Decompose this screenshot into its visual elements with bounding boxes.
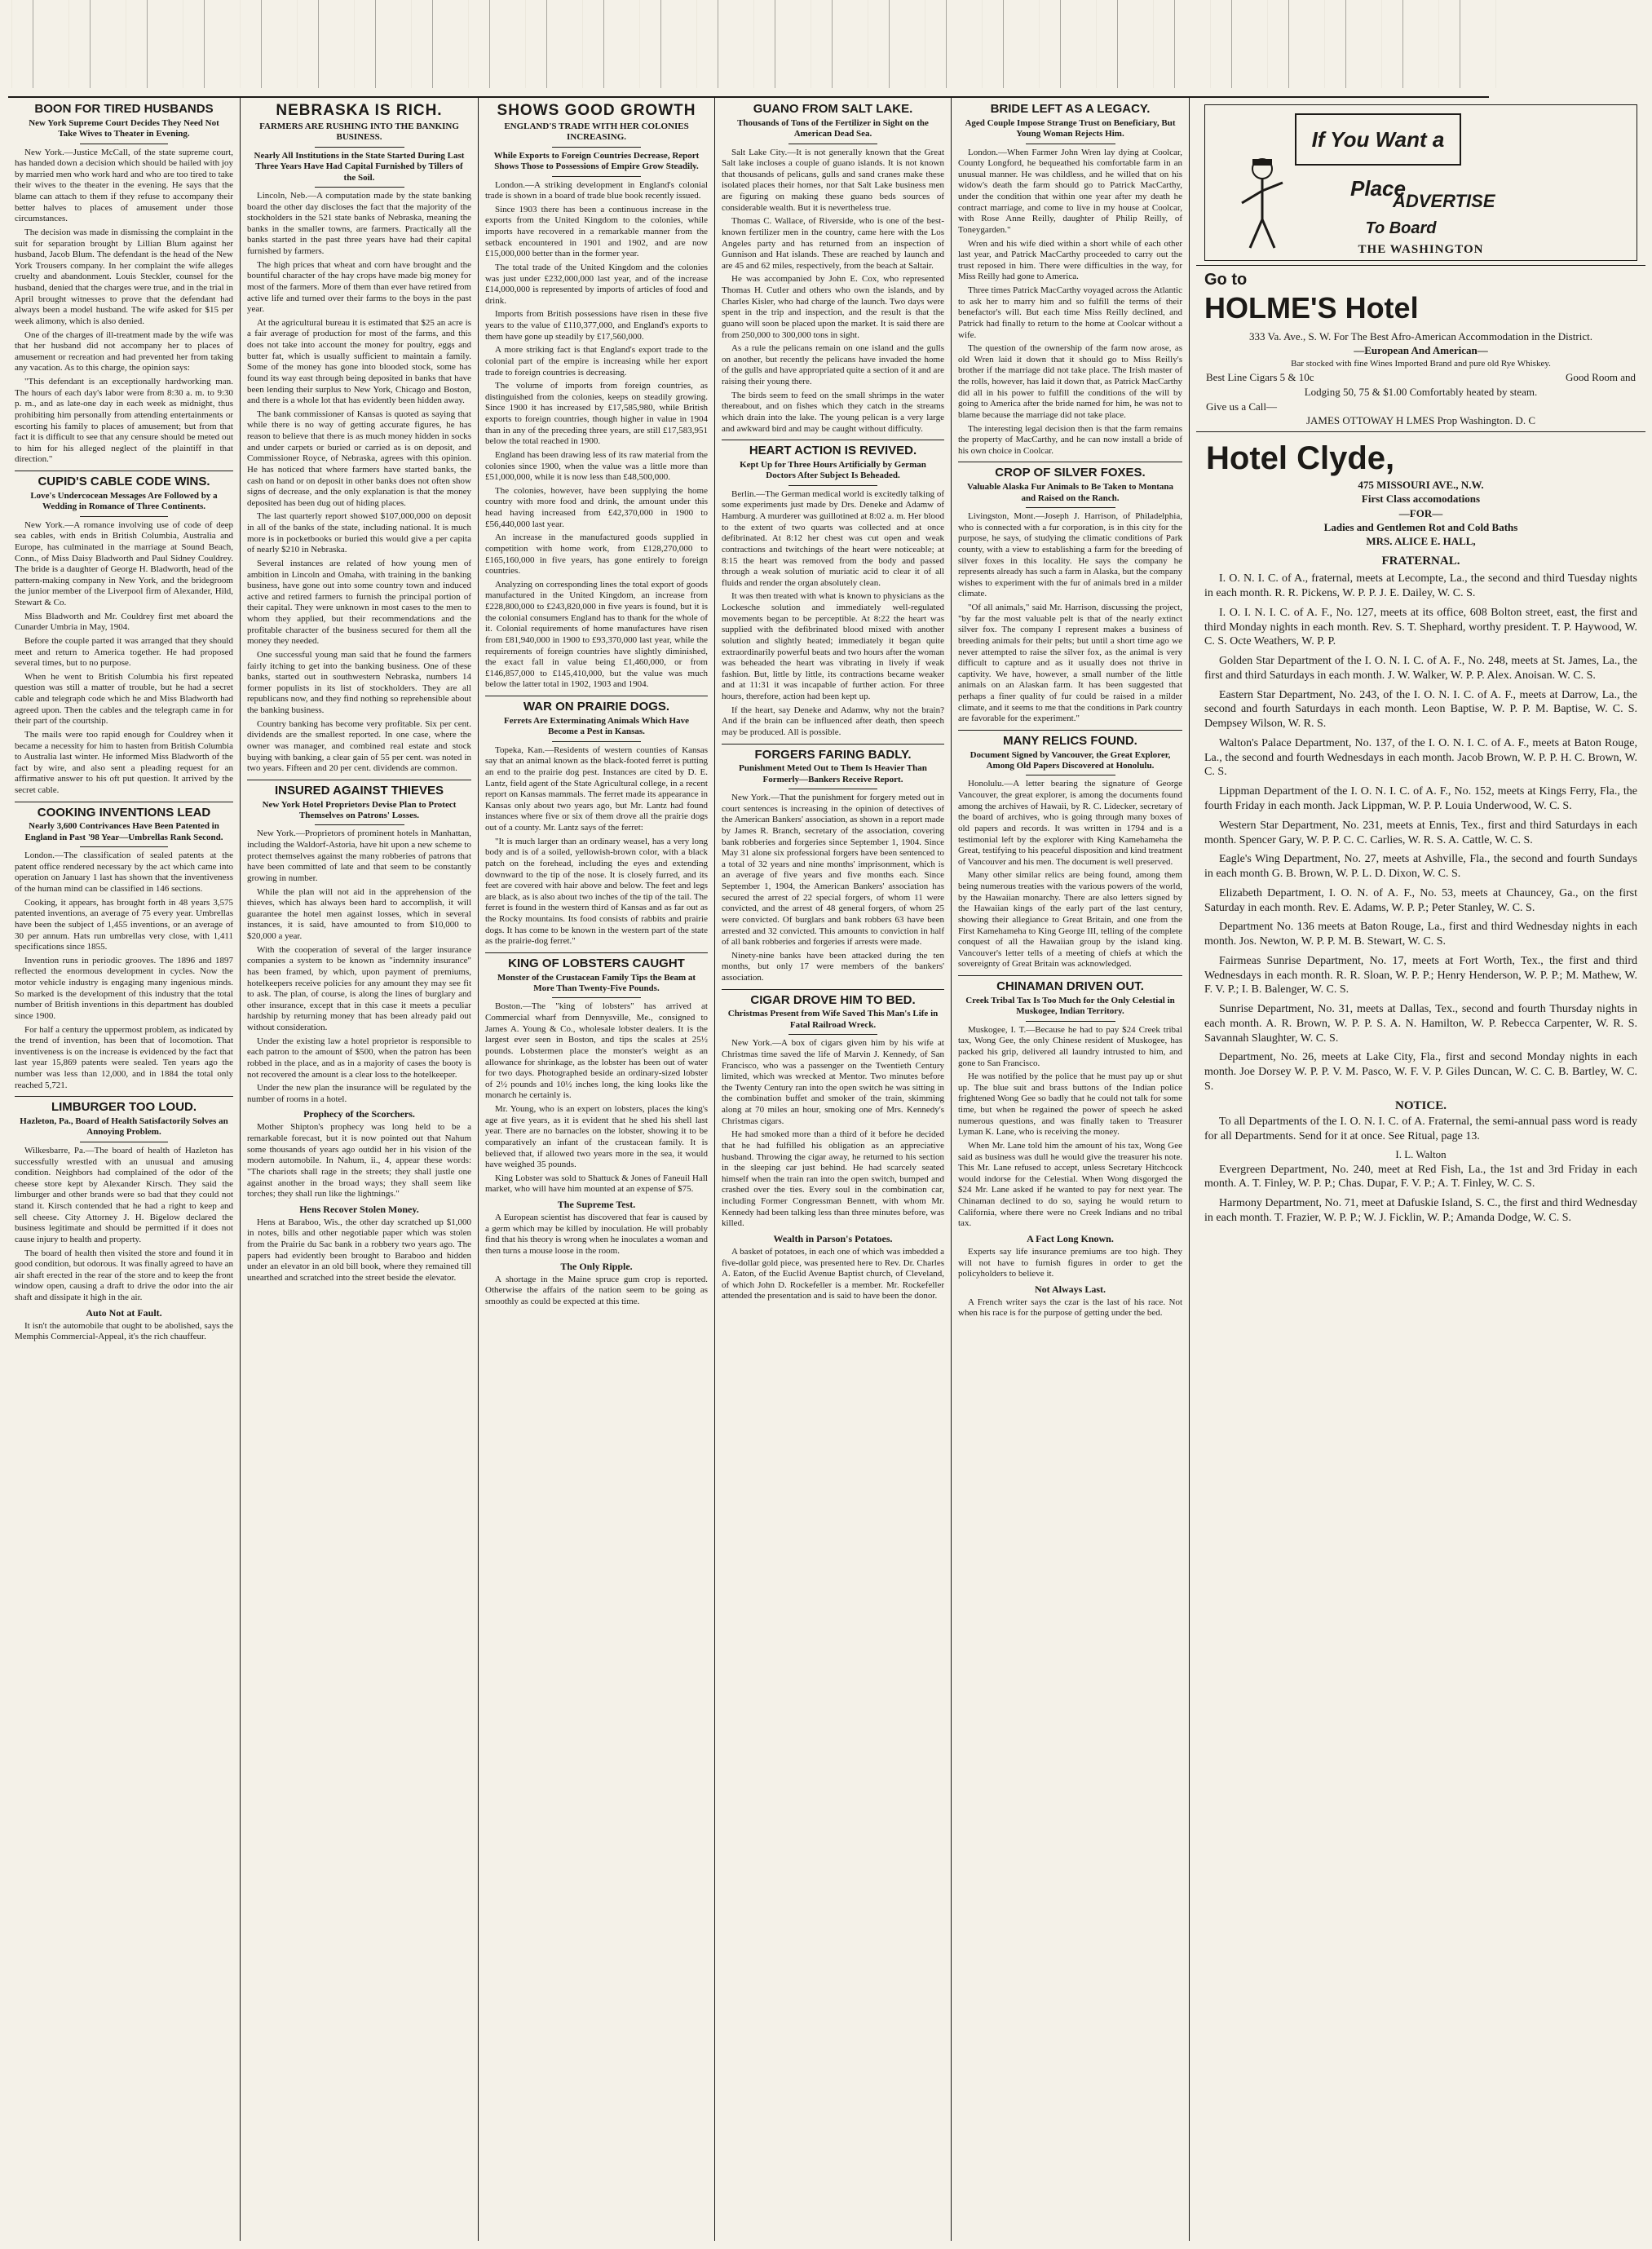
headline: FORGERS FARING BADLY.	[754, 747, 912, 762]
deck: New York Hotel Proprietors Devise Plan to Protect Themselves on Patrons' Losses.	[262, 799, 457, 820]
deck: FARMERS ARE RUSHING INTO THE BANKING BUSINESS.	[259, 121, 459, 143]
ad-paper-name: THE WASHINGTON	[1358, 243, 1484, 256]
go-to-label: Go to	[1204, 271, 1248, 289]
paragraph: The board of health then visited the store and found it in good condition, but odorous. It was finally agreed to have an air shaft erected in the rear of the store and to keep the front window open, causing a draft to drive the odor into the air shaft and dissipate it high in the air.	[15, 1248, 233, 1302]
ad-sign: If You Want a Place	[1295, 113, 1461, 166]
deck: Ferrets Are Exterminating Animals Which Have Become a Pest in Kansas.	[503, 715, 689, 737]
headline: CHINAMAN DRIVEN OUT.	[996, 979, 1144, 994]
paragraph: Analyzing on corresponding lines the total export of goods manufactured in the United Kingdom, an increase from £228,800,000 to £243,820,000 in five years is found, but it is the colonial consumers England has to thank for the whole of it. Colonial requirements of home manufactures have risen from £81,940,000 in 1900 to £93,370,000 last year, while the requirements of foreign countries have slightly diminished, the exact fall in value being £1,460,000, or from £146,857,000 to £145,410,000, but the value was much below the latter total in 1902, 1903 and 1904.	[485, 579, 708, 690]
paragraph: When he went to British Columbia his first repeated question was still a matter of trouble, but he had a secret cable and telegraph code which he and Miss Bladworth had agreed upon. Then the cables and the telegraph came in for their part of the courtship.	[15, 671, 233, 727]
paragraph: Ninety-nine banks have been attacked during the ten months, but only 17 were members of the bankers' association.	[722, 950, 944, 983]
paragraph: Since 1903 there has been a continuous increase in the exports from the United Kingdom to the colonies, while imports have recovered in a remarkable manner from the setback encountered in 1901 and 1902, and are now £15,000,000 better than in the former year.	[485, 204, 708, 259]
paragraph: Livingston, Mont.—Joseph J. Harrison, of Philadelphia, who is connected with a fur corporation, is in this city for the purpose, he says, of studying the climatic conditions of Park county, with a view to establishing a farm for the breeding of silver foxes in this locality. He says the company he represents already has such a farm in Alaska, but the company wishes to experiment with the fur of animals bred in a milder climate.	[958, 511, 1182, 599]
paragraph: New York.—Proprietors of prominent hotels in Manhattan, including the Waldorf-Astoria, have hit upon a new scheme to protect themselves against the many robberies of patrons that have been committed of late and that seem to be constantly growing in number.	[247, 828, 471, 883]
deck: Valuable Alaska Fur Animals to Be Taken to Montana and Raised on the Ranch.	[966, 482, 1174, 503]
deck: Punishment Meted Out to Them Is Heavier Than Formerly—Bankers Receive Report.	[739, 763, 927, 784]
paragraph: The high prices that wheat and corn have brought and the bountiful character of the hay crops have made big money for most of the farmers. More of them than ever have retired from active life and turned over their farms to the boys in the past year.	[247, 259, 471, 315]
paragraph: The decision was made in dismissing the complaint in the suit for separation brought by Lillian Blum against her husband, Jacob Blum. The defendant is the head of the New York Trousers company. In her complaint the wife alleges cruelty and abandonment. Louis Steckler, counsel for the husband, denied that the charges were true, and in the trial in April brought witnesses to prove that the defendant had always been a model husband. The wife asked for $15 per week alimony, which is also denied.	[15, 227, 233, 326]
clyde-for: —FOR—	[1398, 506, 1443, 519]
paragraph: It isn't the automobile that ought to be abolished, says the Memphis Commercial-Appeal, it's the rich chauffeur.	[15, 1320, 233, 1342]
headline: HEART ACTION IS REVIVED.	[749, 444, 917, 458]
article-foxes	[958, 466, 1182, 724]
subheading: Hens Recover Stolen Money.	[299, 1203, 419, 1215]
paragraph: While the plan will not aid in the apprehension of the thieves, which has always been hard to accomplish, it will guarantee the hotel men against losses, which in several instances, it is said, have amounted to from $10,000 to $20,000 a year.	[247, 886, 471, 942]
paragraph: Mr. Young, who is an expert on lobsters, places the king's age at five years, as it is evident that he shed his shell last year. There are no barnacles on the lobster, showing it to be comparatively an infant of the crustacean family. It is believed that, if allowed two years more in the sea, it would have weighed 35 pounds.	[485, 1104, 708, 1170]
paragraph: Muskogee, I. T.—Because he had to pay $24 Creek tribal tax, Wong Gee, the only Chinese resident of Muskogee, has packed his grip, delivered all laundry intrusted to him, and gone to San Francisco.	[958, 1024, 1182, 1068]
paragraph: The colonies, however, have been supplying the home country with more food and drink, the amount under this head having increased from £42,370,000 in 1900 to £56,440,000 last year.	[485, 485, 708, 529]
headline: MANY RELICS FOUND.	[1003, 733, 1137, 748]
deck: ENGLAND'S TRADE WITH HER COLONIES INCREASING.	[504, 121, 689, 143]
fraternal-entry: Eagle's Wing Department, No. 27, meets at Ashville, Fla., the second and fourth Sundays in each month G. B. Brown, W. P. L. D. Dixon, W. C. S.	[1204, 853, 1637, 881]
paragraph: If the heart, say Deneke and Adamw, why not the brain? And if the brain can be influenced after death, then speech may be produced. All is possible.	[722, 705, 944, 737]
paragraph: Imports from British possessions have risen in these five years to the value of £110,377,000, and England's exports to them have gone up steadily by £17,560,000.	[485, 309, 708, 342]
fraternal-entry: Eastern Star Department, No. 243, of the I. O. N. I. C. of A. F., meets at Darrow, La., the second and fourth Saturdays in each month. Leon Baptise, W. P. P. M. Baptise, W. C. S. Dempsey Wilson, W. R. S.	[1204, 688, 1637, 731]
paragraph: A French writer says the czar is the last of his race. Not when his race is for the purpose of getting under the bed.	[958, 1297, 1182, 1319]
headline: WAR ON PRAIRIE DOGS.	[523, 700, 670, 714]
headline: BOON FOR TIRED HUSBANDS	[34, 102, 214, 116]
ad-holmes-hotel	[1196, 271, 1645, 427]
column-1	[8, 98, 241, 2241]
paragraph: Salt Lake City.—It is not generally known that the Great Salt lake incloses a couple of guano islands. It is not known that thousands of pelicans, gulls and sand cranes make these isolated places their homes, nor that Salt Lake business men are figuring on making these guano beds sources of considerable wealth. But it is nevertheless true.	[722, 147, 944, 213]
headline: KING OF LOBSTERS CAUGHT	[508, 956, 685, 970]
article-cigar	[722, 994, 944, 1302]
subheading: The Only Ripple.	[560, 1260, 633, 1272]
fraternal-title: FRATERNAL.	[1381, 555, 1460, 568]
fraternal-entry: Department, No. 26, meets at Lake City, Fla., first and second Monday nights in each month. Joe Dorsey W. P. P. V. M. Pasco, W. F. V. P. Giles Duncan, W. C. C. B. Bartley, W. C. S.	[1204, 1051, 1637, 1093]
column-advertisements	[1190, 98, 1652, 2241]
fraternal-entry: Elizabeth Department, I. O. N. of A. F., No. 53, meets at Chauncey, Ga., on the first Saturday in each month. Rev. E. Adams, W. P. P.; Peter Stanley, W. C. S.	[1204, 886, 1637, 914]
deck: Document Signed by Vancouver, the Great Explorer, Among Old Papers Discovered at Honolulu.	[970, 749, 1171, 771]
paragraph: When Mr. Lane told him the amount of his tax, Wong Gee said as business was dull he would give the treasurer his note. This Mr. Lane refused to accept, unless Secretary Hitchcock would indorse for the Celestial. When Wong disgorged the $24 Mr. Lane asked if he wanted to pay for next year. The Chinaman declined to do so, saying he would return to California, where there were no Creek Indians and no tribal tax.	[958, 1140, 1182, 1229]
notice-body: To all Departments of the I. O. N. I. C. of A. Fraternal, the semi-annual pass word is ready for all Departments. Send for it at once. See Ritual, page 13.	[1204, 1115, 1637, 1142]
cigars-left: Best Line Cigars 5 & 10c	[1206, 371, 1314, 384]
paragraph: Wilkesbarre, Pa.—The board of health of Hazleton has successfully wrestled with an unusual and amusing condition. Neighbors had complained of the odor of the cheese store kept by Alexander Kirsch. They said the limburger and other brands were so bad that they could not stand it. Kirsch contended that he had a right to keep and sell cheese. City Attorney J. H. Bigelow declared the business legitimate and should be permitted if it does not cause injury to health and property.	[15, 1145, 233, 1244]
paragraph: The total trade of the United Kingdom and the colonies was just under £232,000,000 last year, and of the increase £14,000,000 is represented by imports of articles of food and drink.	[485, 262, 708, 306]
deck: Christmas Present from Wife Saved This Man's Life in Fatal Railroad Wreck.	[727, 1009, 939, 1030]
paragraph: Topeka, Kan.—Residents of western counties of Kansas say that an animal known as the black-footed ferret is putting an end to the prairie dog pest. Instances are cited by D. E. Lantz, field agent of the State Agricultural college, in a recent report on Kansas mammals. The ferret made its appearance in Kansas only about two years ago, but Mr. Lantz had found instances where five or six of them drove all the prairie dogs out of a county. Mr. Lantz says of the ferret:	[485, 745, 708, 833]
paragraph: Cooking, it appears, has brought forth in 48 years 3,575 patented inventions, an average of 75 every year. Umbrellas have been the subject of 1,455 inventions, or an average of 30 per annum. Hats run umbrellas very close, with 1,411 specifications since 1855.	[15, 897, 233, 952]
paragraph: Under the existing law a hotel proprietor is responsible to each patron to the amount of $500, when the patron has been robbed in the place, and as in a majority of cases the booty is not recovered the amount is a clear loss to the hotelkeeper.	[247, 1036, 471, 1080]
paragraph: London.—The classification of sealed patents at the patent office rendered necessary by the act which came into operation on January 1 last has shown that the inventiveness of the human mind can be classified in 146 sections.	[15, 851, 233, 895]
subheading: Wealth in Parson's Potatoes.	[773, 1232, 893, 1244]
deck: New York Supreme Court Decides They Need Not Take Wives to Theater in Evening.	[29, 117, 219, 139]
article-legacy	[958, 103, 1182, 457]
headline: CIGAR DROVE HIM TO BED.	[750, 992, 916, 1007]
headline: BRIDE LEFT AS A LEGACY.	[990, 102, 1151, 116]
fraternal-entry: Golden Star Department of the I. O. N. I. C. of A. F., No. 248, meets at St. James, La., the first and third Saturdays in each month. J. W. Walker, W. P. P. Alex. Anoisan. W. C. S.	[1204, 655, 1637, 682]
columns	[8, 96, 1637, 2241]
paragraph: Honolulu.—A letter bearing the signature of George Vancouver, the great explorer, is among the documents found among the archives of Hawaii, by R. C. Lidecker, secretary of the board of archives, who is going through many boxes of old papers and records. It was written in 1794 and is a testimonial left by the explorer with King Kamehameha the Great, testifying to his peaceful disposition and kind treatment of Vancouver and his men. The document is well preserved.	[958, 779, 1182, 867]
ad-to-board: To Board	[1365, 219, 1437, 237]
paragraph: For half a century the uppermost problem, as indicated by the trend of invention, has been that of locomotion. That inventiveness is on the increase is evidenced by the fact that last year 15,869 patents were sealed. Ten years ago the number was less than 12,000, and in 1884 the total only reached 5,721.	[15, 1024, 233, 1090]
article-chinaman	[958, 980, 1182, 1319]
paragraph: "It is much larger than an ordinary weasel, has a very long body and is of a soiled, yellowish-brown color, with a black patch on the forehead, including the eyes and extending downward to the tip of the nose. It is closely furred, and its feet are covered with hair above and below. The feet and legs are black, as is also about two inches of the tip of the tail. The ferret is found in the western third of Kansas and as far out as the Rocky mountains. Its food consists of rabbits and prairie dogs. It has come to be known in the western part of the state as the prairie-dog ferret."	[485, 836, 708, 947]
deck: Creek Tribal Tax Is Too Much for the Only Celestial in Muskogee, Indian Territory.	[965, 995, 1175, 1017]
paragraph: The interesting legal decision then is that the farm remains the property of MacCarthy, and he can now install a bride of his own choice in Coolcar.	[958, 423, 1182, 456]
paragraph: Hens at Baraboo, Wis., the other day scratched up $1,000 in notes, bills and other negotiable paper which was stolen from the Prairie du Sac bank in a robbery two years ago. The papers had evidently been brought to Baraboo and hidden under an elevator in an old bill book, where they remained till unearthed and scratched into the street beside the elevator.	[247, 1217, 471, 1283]
article-nebraska	[247, 103, 471, 775]
holmes-hotel-name: HOLME'S Hotel	[1204, 291, 1419, 325]
paragraph: Invention runs in periodic grooves. The 1896 and 1897 reflected the enormous development in cycles. Now the motor vehicle industry is engaging many ingenious minds. So marked is the development of this industry that the total number of British inventions in this department has doubled since 1900.	[15, 955, 233, 1021]
paragraph: Thomas C. Wallace, of Riverside, who is one of the best-known fertilizer men in the country, came here with the Los Angeles party and has returned from an inspection of Gunnison and Hat islands. These are reached by launch and are 45 and 62 miles, respectively, from the beach at Saltair.	[722, 216, 944, 271]
deck: Kept Up for Three Hours Artificially by German Doctors After Subject Is Beheaded.	[740, 459, 926, 481]
paragraph: New York.—A box of cigars given him by his wife at Christmas time saved the life of Marvin J. Kennedy, of San Francisco, who was a passenger on the Twentieth Century limited, which was wrecked at Mentor. Two minutes before the Twenty Century ran into the open switch he was sitting in the combination buffet and smoker of the train, skimming along at 70 miles an hour, smoking one of Mrs. Kennedy's Christmas cigars.	[722, 1038, 944, 1126]
headline: INSURED AGAINST THIEVES	[275, 783, 444, 798]
fraternal-section	[1196, 555, 1645, 1225]
fraternal-entry: Fairmeas Sunrise Department, No. 17, meets at Fort Worth, Tex., the first and third Wednesdays in each month. R. R. Sloan, W. P. P.; Henry Henderson, W. P. P.; M. Mathew, W. F. V. P.; I. B. Balenger, W. C. S.	[1204, 954, 1637, 996]
fraternal-entry: I. O. I. N. I. C. of A. F., No. 127, meets at its office, 608 Bolton street, east, the first and third Monday nights in each month. Rev. S. T. Shephard, worthy president. T. P. Haywood, W. C. S. Octe Weathers, W. P. P.	[1204, 606, 1637, 648]
headline: GUANO FROM SALT LAKE.	[753, 102, 913, 116]
paragraph: Under the new plan the insurance will be regulated by the number of rooms in a hotel.	[247, 1083, 471, 1104]
paragraph: The birds seem to feed on the small shrimps in the water thereabout, and on fishes which they catch in the streams which drain into the lake. The young pelican is a very large and awkward bird and may be caught without difficulty.	[722, 390, 944, 434]
paragraph: Many other similar relics are being found, among them being numerous treaties with the various powers of the world, by the Hawaiian monarchy. There are also letters signed by the Hawaiian kings of the early part of the last century, showing their allegiance to Great Britain, and one from the First Kamehameha to King George III, telling of the complete conquest of all the Hawaiian group by the island king. Vancouver's letter tells of a meeting of chiefs at which the sovereignty of Great Britain was acknowledged.	[958, 870, 1182, 970]
column-2	[241, 98, 479, 2241]
holmes-address: 333 Va. Ave., S. W. For The Best Afro-American Accommodation in the District.	[1248, 330, 1592, 342]
ad-hotel-clyde	[1196, 440, 1645, 548]
article-prairie	[485, 700, 708, 948]
fraternal-entry: Evergreen Department, No. 240, meet at Red Fish, La., the 1st and 3rd Friday in each month. A. T. Finley, W. P. P.; Chas. Dupar, F. V. P.; A. T. Finley, W. C. S.	[1204, 1163, 1637, 1191]
column-5	[952, 98, 1190, 2241]
holmes-lodging: Lodging 50, 75 & $1.00 Comfortably heated by steam.	[1304, 386, 1538, 399]
fraternal-entry: Lippman Department of the I. O. N. I. C. of A. F., No. 152, meets at Kings Ferry, Fla., the fourth Friday in each month. Jack Lippman, W. P. P. Louia Underwood, W. C. S.	[1204, 785, 1637, 812]
fraternal-entry: Walton's Palace Department, No. 137, of the I. O. N. I. C. of A. F., meets at Baton Rouge, La., the second and fourth Wednesdays in each month. Jacob Brown, W. P. P. H. C. Brown, W. C. S.	[1204, 736, 1637, 779]
headline: CROP OF SILVER FOXES.	[995, 466, 1146, 480]
paragraph: "This defendant is an exceptionally hardworking man. The hours of each day's labor were from 8:30 a. m. to 9:30 p. m., and as late-one day in each week as midnight, thus prohibiting him personally from attending entertainments or escorting his family to places of amusement; but from that fact it is difficult to see that any censure should be meted out to him for his alleged neglect of the plaintiff in that direction."	[15, 377, 233, 465]
column-4	[715, 98, 952, 2241]
paragraph: London.—When Farmer John Wren lay dying at Coolcar, County Longford, he bequeathed his comfortable farm in an unusual manner. He was childless, and he willed that on his widow's death the farm should go to Patrick MacCarthy, under the condition that within one year after my death he contract marriage, and come to live in my house at Coolcar, with Rose Anne Reilly, daughter of Philip Reilly, of Toneygarden."	[958, 147, 1182, 235]
paragraph: A more striking fact is that England's export trade to the colonial part of the empire is increasing while her export trade to foreign countries is decreasing.	[485, 345, 708, 378]
clyde-address: 475 MISSOURI AVE., N.W.	[1358, 479, 1484, 491]
paragraph: Berlin.—The German medical world is excitedly talking of some experiments just made by Drs. Deneke and Adamw of Hamburg. A murderer was guillotined at 8:02 a. m. Her blood to the extent of two quarts was collected and at once defibrinated. At 8:12 her chest was cut open and weak contractions and twitchings of the heart were noticeable; at 8:15 the heart was removed from the body and passed through a weak solution of muriatic acid to clear it of all fluids and render the organ absolutely clean.	[722, 488, 944, 588]
paragraph: He was accompanied by John E. Cox, who represented Thomas H. Cutler and others who own the islands, and by Charles Kisler, who had charge of the launch. Two days were spent in the trip and inspection, and the result is that the guano will soon be placed upon the market. It is said there are from 250,000 to 300,000 tons in sight.	[722, 274, 944, 340]
notice-title: NOTICE.	[1395, 1098, 1447, 1112]
deck: Hazleton, Pa., Board of Health Satisfactorily Solves an Annoying Problem.	[20, 1116, 228, 1138]
headline: SHOWS GOOD GROWTH	[497, 102, 696, 119]
column-3	[479, 98, 715, 2241]
fraternal-entry: I. O. N. I. C. of A., fraternal, meets at Lecompte, La., the second and third Tuesday nights in each month. R. R. Pickens, W. P. P. J. E. Dailey, W. C. S.	[1204, 572, 1637, 600]
paragraph: The question of the ownership of the farm now arose, as old Wren laid it down that it should go to Miss Reilly's brother if the marriage did not take place. The Irish master of the rolls, however, has laid it down that, as Patrick MacCarthy did all in his power to fulfill the conditions of the will by going to America after the bride named for him, he was not to blame because the marriage did not take place.	[958, 343, 1182, 420]
paragraph: New York.—Justice McCall, of the state supreme court, has handed down a decision which should be hailed with joy by married men who work hard and who are too tired to take their wives to the theater in the evening. He says that the blame can attach to them if they refuse to accompany their better halves to places of amusement under those circumstances.	[15, 147, 233, 224]
fraternal-entry: Department No. 136 meets at Baton Rouge, La., first and third Wednesday nights in each month. Jos. Newton, W. P. P. M. B. Stewart, W. C. S.	[1204, 921, 1637, 948]
headline: COOKING INVENTIONS LEAD	[37, 805, 211, 820]
subheading: A Fact Long Known.	[1027, 1232, 1114, 1244]
clyde-guests: Ladies and Gentlemen Rot and Cold Baths	[1323, 520, 1518, 533]
article-boon	[15, 103, 233, 466]
paragraph: One of the charges of ill-treatment made by the wife was that her husband did not accompany her to places of amusement or recreation and had prevented her from taking any vacation. As to this charge, the opinion says:	[15, 329, 233, 373]
subheading: Not Always Last.	[1034, 1283, 1106, 1295]
paragraph: With the cooperation of several of the larger insurance companies a system to be known as "indemnity insurance" has been framed, by which, upon payment of premiums, hotelkeepers receive policies for any amount they may see fit to ask. The plan, of course, is along the lines of burglary and other insurance, except that in this case it meets a peculiar hardship by returning money that has been already paid out without consideration.	[247, 944, 471, 1033]
paragraph: Miss Bladworth and Mr. Couldrey first met aboard the Cunarder Umbria in May, 1904.	[15, 611, 233, 633]
paragraph: An increase in the manufactured goods supplied in competition with home work, from £128,270,000 to £165,160,000 in five years, has gone entirely to foreign countries.	[485, 532, 708, 577]
deck: Nearly All Institutions in the State Started During Last Three Years Have Had Capital Furnished by Tillers of the Soil.	[254, 150, 465, 183]
paragraph: Country banking has become very profitable. Six per cent. dividends are the smallest reported. In one case, where the owner was manager, and combined real estate and stock buying with banking, a clear gain of 55 per cent. was noted in two years. Fifteen and 20 per cent. dividends are common.	[247, 718, 471, 774]
paragraph: The volume of imports from foreign countries, as distinguished from the colonies, keeps on steadily growing. Since 1900 it has increased by £17,585,980, while British exports to foreign countries, though higher in value in 1904 than in any of the preceding three years, are still £17,583,951 below the total reached in 1900.	[485, 381, 708, 447]
paragraph: Several instances are related of how young men of ambition in Lincoln and Omaha, with training in the banking business, have gone out into some country town and induced active and retired farmers to furnish the principal portion of their capital. They were unknown in most cases to the men to whom they applied, but their recommendations and the profitable character of the business secured for them all the money they needed.	[247, 558, 471, 647]
paragraph: "Of all animals," said Mr. Harrison, discussing the project, "by far the most valuable pelt is that of the nearly extinct silver fox. The company I represent makes a business of breeding animals for their pelts; but until a short time ago we never attempted to raise the silver fox, as the animal is very difficult to capture and as it usually does not thrive in captivity. We have, however, a small number of the little animals on an Alaskan farm. It has been suggested that perhaps a finer quality of fur could be raised in a milder climate, and it seems to me that the conditions in Park country are favorable for the experiment."	[958, 603, 1182, 724]
paragraph: A basket of potatoes, in each one of which was imbedded a five-dollar gold piece, was presented here to Rev. Dr. Charles A. Eaton, of the Euclid Avenue Baptist church, of Cleveland, of which John D. Rockefeller is a member. Mr. Rockefeller attended the presentation and is said to have been the donor.	[722, 1246, 944, 1301]
paragraph: Wren and his wife died within a short while of each other last year, and Patrick MacCarthy proceeded to carry out the trust reposed in him. There were difficulties in the way, for Miss Reilly had gone to America.	[958, 238, 1182, 282]
holmes-call: Give us a Call—	[1206, 400, 1278, 413]
article-lobsters	[485, 957, 708, 1308]
subheading: The Supreme Test.	[557, 1199, 636, 1211]
fraternal-entry: Sunrise Department, No. 31, meets at Dallas, Tex., second and fourth Thursday nights in each month. A. R. Brown, W. P. P. S. A. N. Hamilton, W. P. Rebecca Carpenter, W. R. S. Savannah Slaughter, W. C. S.	[1204, 1003, 1637, 1045]
subheading: Auto Not at Fault.	[86, 1306, 162, 1319]
paragraph: Lincoln, Neb.—A computation made by the state banking board the other day discloses the fact that the majority of the stockholders in the 521 state banks of Nebraska, meaning the banks in the smaller towns, are farmers. Practically all the banks started in the past three years have had their capital furnished by farmers.	[247, 190, 471, 257]
article-cooking	[15, 806, 233, 1092]
paragraph: It was then treated with what is known to physicians as the Lockesche solution and immediately well-regulated movements began to be perceptible. At 8:22 the heart was supplied with the defibrinated blood mixed with another solution and slightly heated; immediately it began quite extraordinarily powerful beats and two hours after the woman was beheaded the heart was vibrating in lively if weak fashion. But, little by little, its contractions became weaker and at 11:31 it was incapable of further action. For three hours, therefore, action had been kept up.	[722, 591, 944, 701]
paragraph: One successful young man said that he found the farmers fairly itching to get into the banking business. One of these banks, started out in southwestern Nebraska, numbers 14 former populists in its list of stockholders. They are all republicans now, and they find nothing so reprehensible about the banking business.	[247, 649, 471, 716]
cigars-right: Good Room and	[1566, 371, 1636, 384]
clyde-class: First Class accomodations	[1361, 493, 1481, 506]
paragraph: Three times Patrick MacCarthy voyaged across the Atlantic to ask her to marry him and so fulfill the terms of their benefactor's will. But each time Miss Reilly declined, and Patrick had finally to return to the home at Coolcar without a wife.	[958, 285, 1182, 340]
subheading: Prophecy of the Scorchers.	[303, 1108, 415, 1120]
deck: Monster of the Crustacean Family Tips the Beam at More Than Twenty-Five Pounds.	[497, 972, 696, 994]
article-forgers	[722, 749, 944, 984]
paragraph: London.—A striking development in England's colonial trade is shown in a board of trade blue book recently issued.	[485, 179, 708, 201]
paragraph: Mother Shipton's prophecy was long held to be a remarkable forecast, but it is now pointed out that Nahum some thousands of years ago outdid her in his vision of the modern automobile. In Nahum, ii., 4, appear these words: "The chariots shall rage in the streets; they shall justle one against another in the broad ways; they shall seem like torches; they shall run like the lightnings."	[247, 1122, 471, 1200]
hotel-clyde-name: Hotel Clyde,	[1206, 440, 1395, 476]
paragraph: Before the couple parted it was arranged that they should meet and return to America together. He had proposed several times, but to no purpose.	[15, 635, 233, 669]
man-figure-icon	[1230, 154, 1295, 252]
deck: Love's Undercocean Messages Are Followed by a Wedding in Romance of Three Continents.	[30, 490, 218, 512]
fraternal-entry: Harmony Department, No. 71, meet at Dafuskie Island, S. C., the first and third Wednesday in each month. T. Frazier, W. P. P.; W. J. Ficklin, W. P.; Amanda Dodge, W. C. S.	[1204, 1197, 1637, 1224]
article-thieves	[247, 784, 471, 1284]
paragraph: As a rule the pelicans remain on one island and the gulls on another, but recently the pelicans have invaded the home of the gulls and have appropriated quite a section of it and are raising their young there.	[722, 343, 944, 387]
article-limburger	[15, 1101, 233, 1343]
paragraph: The mails were too rapid enough for Couldrey when it became a necessity for him to hasten from British Columbia to Australia last winter. He informed Miss Bladworth of the fact by wire, and also sent a pleading request for an affirmative answer to his oft put question. It arrived by the secret cable.	[15, 729, 233, 795]
holmes-prop: JAMES OTTOWAY H LMES Prop Washington. D. C	[1305, 413, 1535, 426]
paragraph: The bank commissioner of Kansas is quoted as saying that while there is no way of getting accurate figures, he has reason to believe that there is as much money hidden in socks and under carpets or buried or carried as is on deposit, and Commissioner Royce, of Nebraska, agrees with this opinion. He has noticed that where farmers have started banks, the cash on hand or on deposit in other banks does not often show signs of decrease, and the only explanation is that the money deposited has been dug out of hiding places.	[247, 409, 471, 508]
headline: NEBRASKA IS RICH.	[276, 102, 443, 119]
fraternal-entry: Western Star Department, No. 231, meets at Ennis, Tex., first and third Saturdays in each month. Spencer Gary, W. P. P. C. C. Carlies, W. R. S. A. Cattle, W. C. S.	[1204, 819, 1637, 846]
paragraph: King Lobster was sold to Shattuck & Jones of Faneuil Hall market, who will have him mounted at an expense of $75.	[485, 1173, 708, 1195]
paragraph: England has been drawing less of its raw material from the colonies since 1900, when the value was a little more than £51,000,000, while it is now less than £48,500,000.	[485, 449, 708, 483]
holmes-plan: —European And American—	[1354, 344, 1488, 357]
paragraph: The last quarterly report showed $107,000,000 on deposit in all of the banks of the state, including national. It is much more is in pocketbooks or buried this would give a per capita of nearly $210 in Nebraska.	[247, 511, 471, 555]
paragraph: He was notified by the police that he must pay up or shut up. The blue suit and brass buttons of the Indian police frightened Wong Gee so badly that he could not talk for some time, but when he regained the power of speech he asked numerous questions, and was finally taken to Treasurer Lyman K. Lane, who is receiving the money.	[958, 1071, 1182, 1138]
paragraph: He had smoked more than a third of it before he decided that he had fulfilled his obligation as an appreciative husband. Throwing the cigar away, he returned to his section in the sleeping car just behind. He had scarcely seated himself when the train ran into the open switch, bumped and crashed over the ties. Every soul in the combination car, including Former Congressman Bennett, with whom Mr. Kennedy had been talking less than three minutes before, was killed.	[722, 1129, 944, 1229]
deck: While Exports to Foreign Countries Decrease, Report Shows Those to Possessions of Empire Grow Steadily.	[493, 150, 700, 172]
deck: Nearly 3,600 Contrivances Have Been Patented in England in Past '98 Year—Umbrellas Rank Second.	[24, 821, 223, 842]
paragraph: New York.—That the punishment for forgery meted out in court sentences is increasing in the opinion of detectives of the American Bankers' association, as shown in a report made by James R. Branch, secretary of the association, covering bank robberies and forgeries since September 1, 1904. Since May 31 alone six professional forgers have been sentenced to a total of 32 years and nine months' imprisonment, which is an average of five years and five months each. Since September 1, 1904, the American Bankers' association has secured the arrest of 22 special forgers, of whom 11 were convicted, and the arrest of 48 general forgers, of whom 25 were convicted. Of burglars and bank robbers 63 have been arrested and 32 convicted. This amounts to conviction in half of all bank robberies and forgeries if arrests were made.	[722, 793, 944, 948]
article-relics	[958, 735, 1182, 970]
headline: LIMBURGER TOO LOUD.	[51, 1100, 197, 1115]
holmes-bar: Bar stocked with fine Wines Imported Brand and pure old Rye Whiskey.	[1291, 358, 1551, 369]
article-heart	[722, 444, 944, 738]
headline: CUPID'S CABLE CODE WINS.	[38, 475, 210, 489]
paragraph: At the agricultural bureau it is estimated that $25 an acre is a fair average of production for most of the farms, and this does not take into account the money for poultry, eggs and butter fat, which is usually sufficient to maintain a family. Some of the money has gone into blooded stock, some has found its way east through being deposited in banks that have been lending their surplus to New York, Chicago and Boston, and there is a whole lot that has evidently been hidden away.	[247, 317, 471, 406]
advertise-illustration	[1204, 104, 1637, 261]
deck: Thousands of Tons of the Fertilizer in Sight on the American Dead Sea.	[737, 117, 929, 139]
torn-masthead-strip	[0, 0, 1497, 88]
article-cupid	[15, 475, 233, 797]
ad-advertise: ADVERTISE	[1393, 191, 1495, 211]
paragraph: New York.—A romance involving use of code of deep sea cables, with ends in British Columbia, Australia and Europe, has culminated in the marriage at Sound Beach, Conn., of Miss Daisy Bladworth and Paul Sidney Couldrey. The bride is a daughter of George H. Bladworth, head of the pattern-making company in New York, and the bridegroom the junior member of the Liverpool firm of Alexander, Hild, Stewart & Co.	[15, 519, 233, 608]
article-guano	[722, 103, 944, 435]
deck: Aged Couple Impose Strange Trust on Beneficiary, But Young Woman Rejects Him.	[965, 117, 1176, 139]
paragraph: Experts say life insurance premiums are too high. They will not have to furnish figures in order to get the policyholders to believe it.	[958, 1246, 1182, 1279]
holmes-cigars-row	[1206, 371, 1636, 384]
paragraph: Boston.—The "king of lobsters" has arrived at Commercial wharf from Dennysville, Me., consigned to James A. Young & Co., wholesale lobster dealers. It is the largest ever seen in Boston, and tips the scales at 25½ pounds. Lobstermen place the monster's weight as an allowance for shrinkage, as the lobster has been out of water for two days. Photographed beside an ordinary-sized lobster of 2½ pounds and 10½ inches long, the king looks like the monarch he certainly is.	[485, 1001, 708, 1101]
clyde-owner: MRS. ALICE E. HALL,	[1366, 535, 1476, 547]
paragraph: A European scientist has discovered that fear is caused by a germ which may be killed by inoculation. He will probably find that his theory is wrong when he inoculates a woman and then turns a mouse loose in the room.	[485, 1213, 708, 1256]
notice-signature: I. L. Walton	[1395, 1148, 1447, 1161]
paragraph: A shortage in the Maine spruce gum crop is reported. Otherwise the affairs of the nation seem to be going as smoothly as could be expected at this time.	[485, 1274, 708, 1306]
article-growth	[485, 103, 708, 691]
